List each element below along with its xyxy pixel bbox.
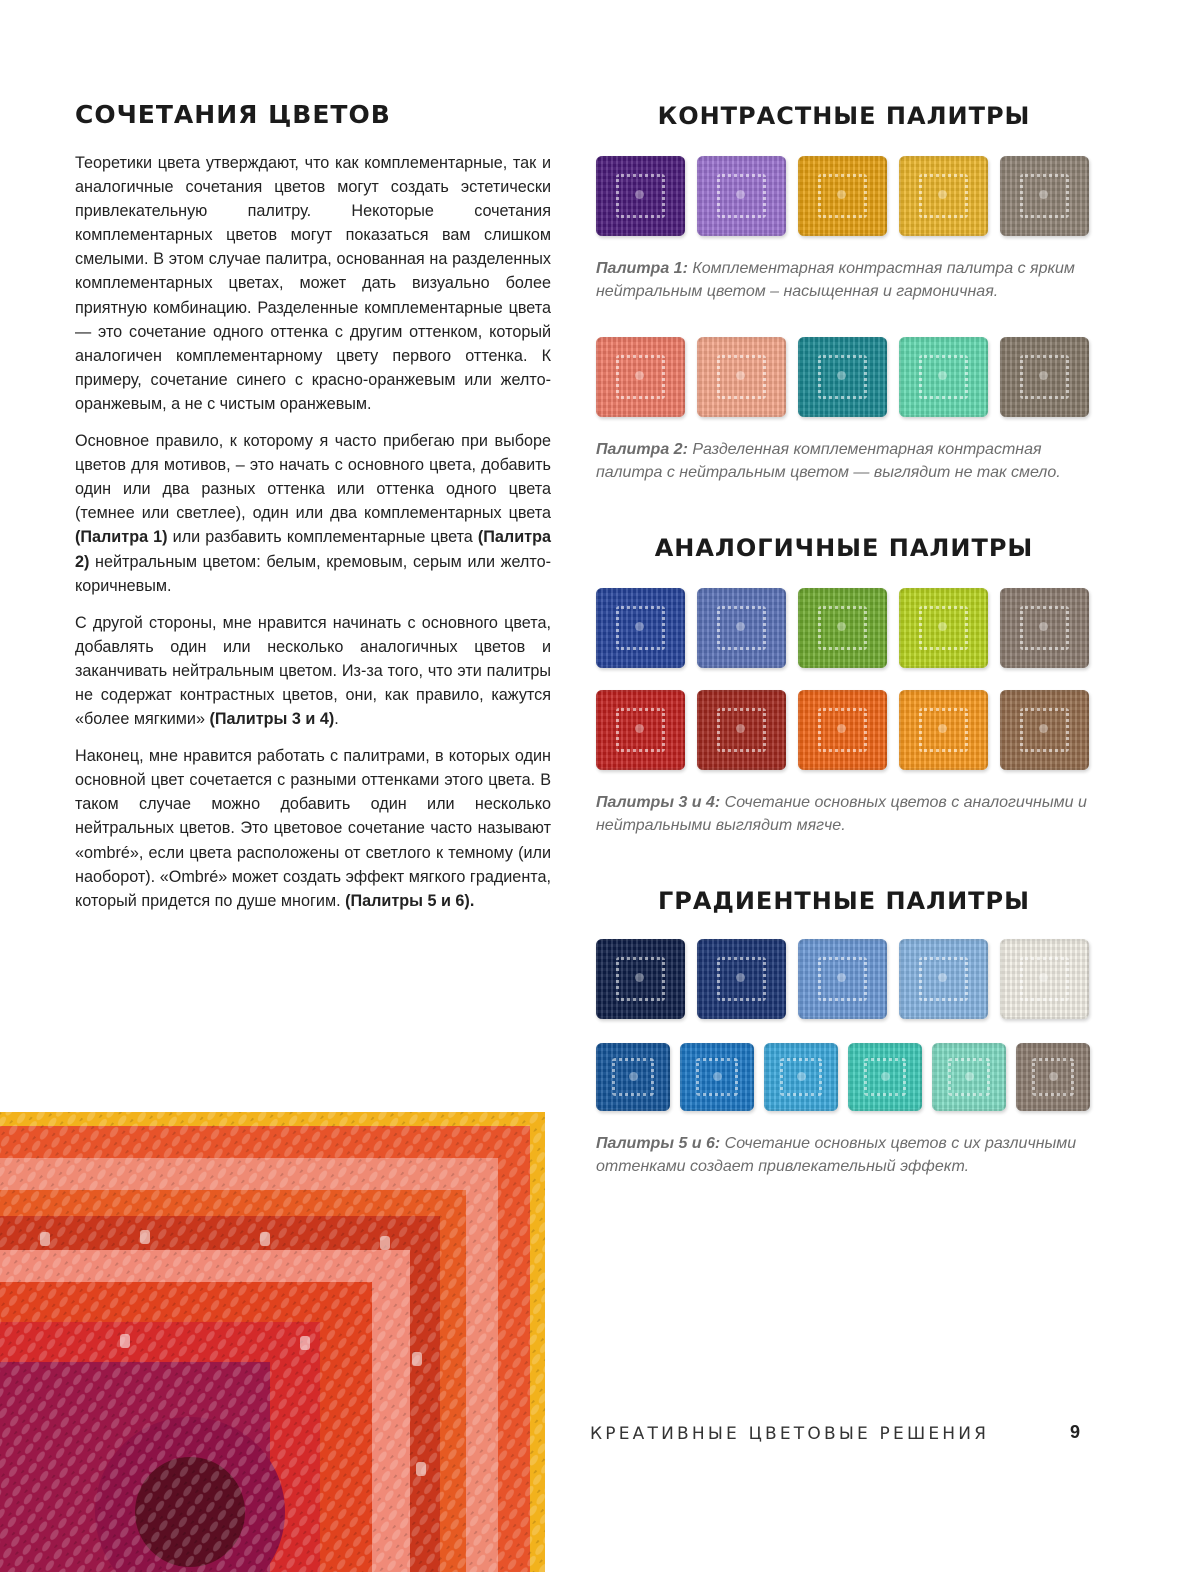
yarn-swatch bbox=[899, 588, 988, 668]
palette-5-6-caption: Палитры 5 и 6: Сочетание основных цветов с их различными оттенками создает привлекательный эффект. bbox=[596, 1135, 1077, 1175]
paragraph-1: Теоретики цвета утверждают, что как комплементарные, так и аналогичные сочетания цветов могут создать эстетически привлекательную палитру. Некоторые сочетания комплементарных цветов могут показаться вам слишком смелыми. В этом случае палитра, основанная на разделенных комплементарных цветах, может дать визуально более приятную комбинацию. Разделенные комплементарные цвета — это сочетание одного оттенка с другим оттенком, который аналогичен комплементарному цвету первого оттенка. К примеру, сочетание синего с красно-оранжевым или желто-оранжевым, а не с чистым оранжевым. bbox=[75, 154, 551, 413]
page-number: 9 bbox=[1070, 1422, 1081, 1442]
palette-6-swatches bbox=[596, 1043, 1096, 1111]
yarn-swatch bbox=[899, 156, 988, 236]
analog-title: АНАЛОГИЧНЫЕ ПАЛИТРЫ bbox=[654, 534, 1034, 562]
palette-3-4-caption: Палитры 3 и 4: Сочетание основных цветов с аналогичными и нейтральными выглядит мягче. bbox=[596, 794, 1087, 834]
yarn-swatch bbox=[798, 588, 887, 668]
palette-3-swatches bbox=[596, 588, 1096, 668]
yarn-swatch bbox=[697, 939, 786, 1019]
yarn-swatch bbox=[1000, 337, 1089, 417]
yarn-swatch bbox=[932, 1043, 1006, 1111]
yarn-swatch bbox=[798, 337, 887, 417]
body-text bbox=[75, 151, 551, 913]
yarn-swatch bbox=[596, 690, 685, 770]
palette-4-swatches bbox=[596, 690, 1096, 770]
yarn-swatch bbox=[596, 588, 685, 668]
yarn-swatch bbox=[1000, 156, 1089, 236]
yarn-swatch bbox=[798, 939, 887, 1019]
paragraph-2: Основное правило, к которому я часто прибегаю при выборе цветов для мотивов, – это начать с основного цвета, добавить один или два разных оттенка или оттенка одного цвета (темнее или светлее), один или два комплементарных цвета (Палитра 1) или разбавить комплементарные цвета (Палитра 2) нейтральным цветом: белым, кремовым, серым или желто-коричневым. bbox=[75, 432, 551, 595]
contrast-title: КОНТРАСТНЫЕ ПАЛИТРЫ bbox=[657, 102, 1031, 130]
right-column bbox=[596, 100, 1096, 1178]
yarn-swatch bbox=[596, 156, 685, 236]
yarn-swatch bbox=[899, 690, 988, 770]
yarn-swatch bbox=[764, 1043, 838, 1111]
yarn-swatch bbox=[596, 337, 685, 417]
yarn-swatch bbox=[899, 939, 988, 1019]
palette-1-swatches bbox=[596, 156, 1096, 236]
yarn-swatch bbox=[798, 156, 887, 236]
paragraph-3: С другой стороны, мне нравится начинать с основного цвета, добавлять один или несколько аналогичных цветов и заканчивать нейтральным цветом. Из-за того, что эти палитры не содержат контрастных цветов, они, как правило, кажутся «более мягкими» (Палитры 3 и 4). bbox=[75, 613, 551, 729]
yarn-swatch bbox=[697, 156, 786, 236]
crochet-square-photo bbox=[0, 1112, 545, 1572]
footer-running-title: КРЕАТИВНЫЕ ЦВЕТОВЫЕ РЕШЕНИЯ bbox=[590, 1424, 990, 1444]
palette-2-caption: Палитра 2: Разделенная комплементарная контрастная палитра с нейтральным цветом — выглядит не так смело. bbox=[596, 441, 1061, 481]
yarn-swatch bbox=[798, 690, 887, 770]
yarn-swatch bbox=[596, 939, 685, 1019]
gradient-title: ГРАДИЕНТНЫЕ ПАЛИТРЫ bbox=[658, 887, 1030, 915]
yarn-swatch bbox=[1000, 690, 1089, 770]
yarn-swatch bbox=[596, 1043, 670, 1111]
yarn-swatch bbox=[1000, 939, 1089, 1019]
palette-5-swatches bbox=[596, 939, 1096, 1019]
yarn-swatch bbox=[848, 1043, 922, 1111]
palette-1-caption: Палитра 1: Комплементарная контрастная палитра с ярким нейтральным цветом – насыщенная и гармоничная. bbox=[596, 260, 1075, 300]
left-column bbox=[75, 100, 551, 926]
yarn-swatch bbox=[680, 1043, 754, 1111]
section-title: СОЧЕТАНИЯ ЦВЕТОВ bbox=[75, 100, 391, 129]
paragraph-4: Наконец, мне нравится работать с палитрами, в которых один основной цвет сочетается с разными оттенками этого цвета. В таком случае можно добавить один или несколько нейтральных цветов. Это цветовое сочетание часто называют «ombré», если цвета расположены от светлого к темному (или наоборот). «Ombré» может создать эффект мягкого градиента, который придется по душе многим. (Палитры 5 и 6). bbox=[75, 747, 551, 910]
yarn-swatch bbox=[1000, 588, 1089, 668]
yarn-swatch bbox=[697, 337, 786, 417]
palette-2-swatches bbox=[596, 337, 1096, 417]
yarn-swatch bbox=[697, 588, 786, 668]
yarn-swatch bbox=[899, 337, 988, 417]
yarn-swatch bbox=[697, 690, 786, 770]
yarn-swatch bbox=[1016, 1043, 1090, 1111]
